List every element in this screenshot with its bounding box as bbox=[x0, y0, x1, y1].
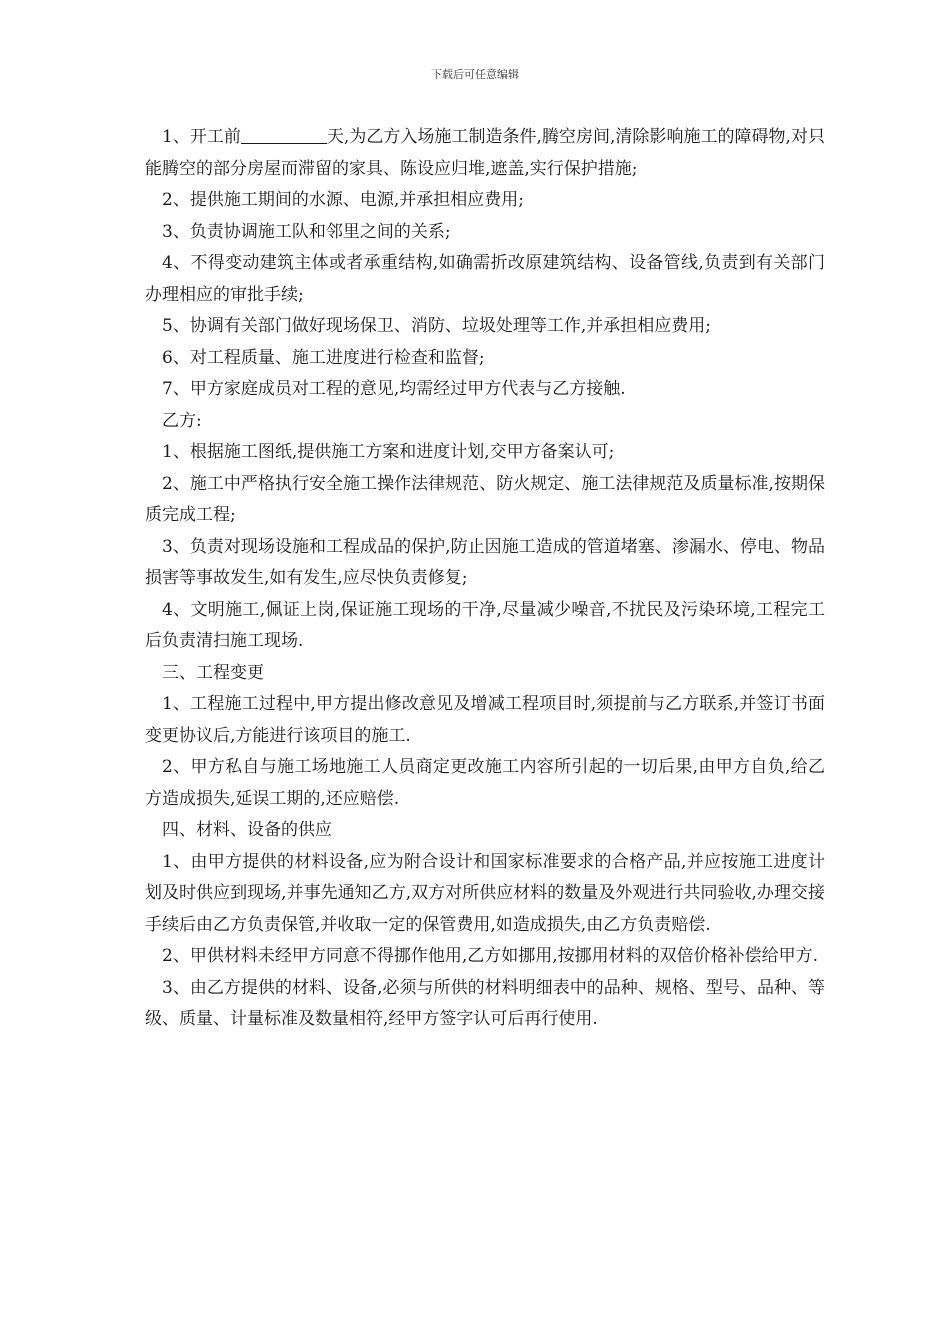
document-body bbox=[145, 122, 825, 1036]
paragraph: 3、负责协调施工队和邻里之间的关系; bbox=[162, 221, 451, 242]
paragraph: 3、由乙方提供的材料、设备,必须与所供的材料明细表中的品种、规格、型号、品种、等级、质量、计量标准及数量相符,经甲方签字认可后再行使用. bbox=[145, 977, 825, 1029]
paragraph: 2、施工中严格执行安全施工操作法律规范、防火规定、施工法律规范及质量标准,按期保质完成工程; bbox=[145, 473, 825, 525]
paragraph: 2、甲供材料未经甲方同意不得挪作他用,乙方如挪用,按挪用材料的双倍价格补偿给甲方. bbox=[162, 946, 819, 966]
paragraph-text-before-blank: 1、开工前 bbox=[162, 127, 241, 147]
paragraph: 1、由甲方提供的材料设备,应为附合设计和国家标准要求的合格产品,并应按施工进度计划及时供应到现场,并事先通知乙方,双方对所供应材料的数量及外观进行共同验收,办理交接手续后由乙方负责保管,并收取一定的保管费用,如造成损失,由乙方负责赔偿. bbox=[145, 851, 825, 935]
fill-in-blank bbox=[241, 126, 327, 144]
paragraph: 3、负责对现场设施和工程成品的保护,防止因施工造成的管道堵塞、渗漏水、停电、物品损害等事故发生,如有发生,应尽快负责修复; bbox=[145, 536, 825, 588]
page-header-note: 下载后可任意编辑 bbox=[431, 68, 519, 81]
paragraph: 2、提供施工期间的水源、电源,并承担相应费用; bbox=[162, 190, 524, 210]
paragraph: 1、工程施工过程中,甲方提出修改意见及增减工程项目时,须提前与乙方联系,并签订书面变更协议后,方能进行该项目的施工. bbox=[145, 694, 825, 746]
section-heading: 三、工程变更 bbox=[162, 662, 264, 683]
paragraph: 5、协调有关部门做好现场保卫、消防、垃圾处理等工作,并承担相应费用; bbox=[162, 316, 711, 336]
paragraph: 6、对工程质量、施工进度进行检查和监督; bbox=[162, 347, 485, 368]
paragraph-text-after-blank: 天,为乙方入场施工制造条件,腾空房间,清除影响施工的障碍物,对只能腾空的部分房屋而滞留的家具、陈设应归堆,遮盖,实行保护措施; bbox=[145, 127, 825, 179]
paragraph: 4、不得变动建筑主体或者承重结构,如确需折改原建筑结构、设备管线,负责到有关部门办理相应的审批手续; bbox=[145, 253, 825, 305]
paragraph: 7、甲方家庭成员对工程的意见,均需经过甲方代表与乙方接触. bbox=[162, 379, 626, 399]
paragraph: 2、甲方私自与施工场地施工人员商定更改施工内容所引起的一切后果,由甲方自负,给乙方造成损失,延误工期的,还应赔偿. bbox=[145, 757, 825, 809]
section-heading: 四、材料、设备的供应 bbox=[162, 820, 332, 840]
section-label: 乙方: bbox=[162, 410, 202, 431]
paragraph bbox=[145, 122, 825, 185]
paragraph: 1、根据施工图纸,提供施工方案和进度计划,交甲方备案认可; bbox=[162, 442, 615, 462]
paragraph: 4、文明施工,佩证上岗,保证施工现场的干净,尽量减少噪音,不扰民及污染环境,工程完工后负责清扫施工现场. bbox=[145, 599, 825, 651]
